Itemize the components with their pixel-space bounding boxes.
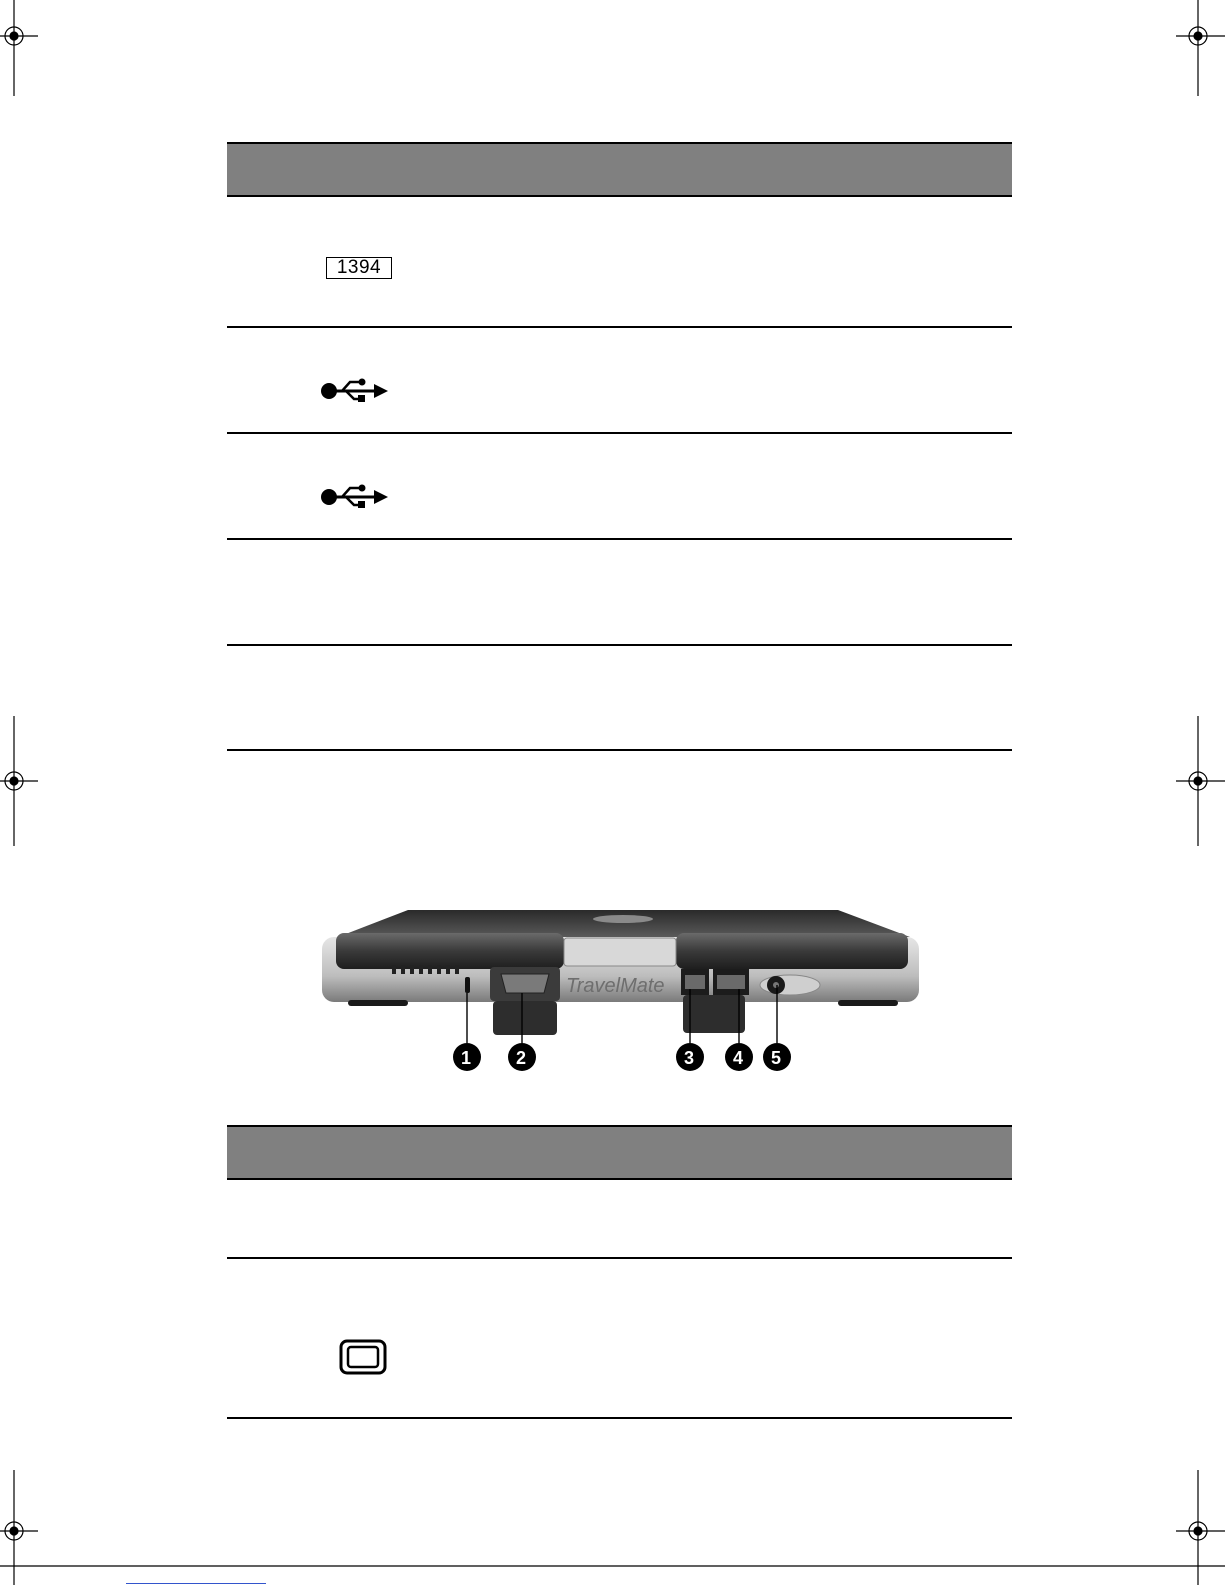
table-header [227,1125,1012,1180]
callout-1-label: 1 [461,1048,472,1068]
row-divider [227,749,1012,751]
table-header [227,142,1012,197]
usb-icon [320,482,390,512]
callout-3-label: 3 [684,1048,695,1068]
footer-link-underline[interactable] [126,1583,266,1584]
callout-5-label: 5 [771,1048,782,1068]
table-row [227,328,1012,432]
laptop-rear-view-figure [318,905,923,1075]
brand-text: TravelMate [566,975,665,997]
table-row [227,540,1012,644]
monitor-icon [339,1339,387,1375]
row-divider [227,1417,1012,1419]
ports-table-bottom [227,1125,1012,1420]
table-row [227,1180,1012,1258]
callout-2-label: 2 [516,1048,527,1068]
ports-table-top [227,142,1012,752]
firewire-1394-icon: 1394 [326,257,392,279]
table-row [227,1259,1012,1417]
table-row [227,434,1012,538]
table-row [227,646,1012,750]
callout-4-label: 4 [733,1048,744,1068]
usb-icon [320,376,390,406]
table-row [227,197,1012,327]
